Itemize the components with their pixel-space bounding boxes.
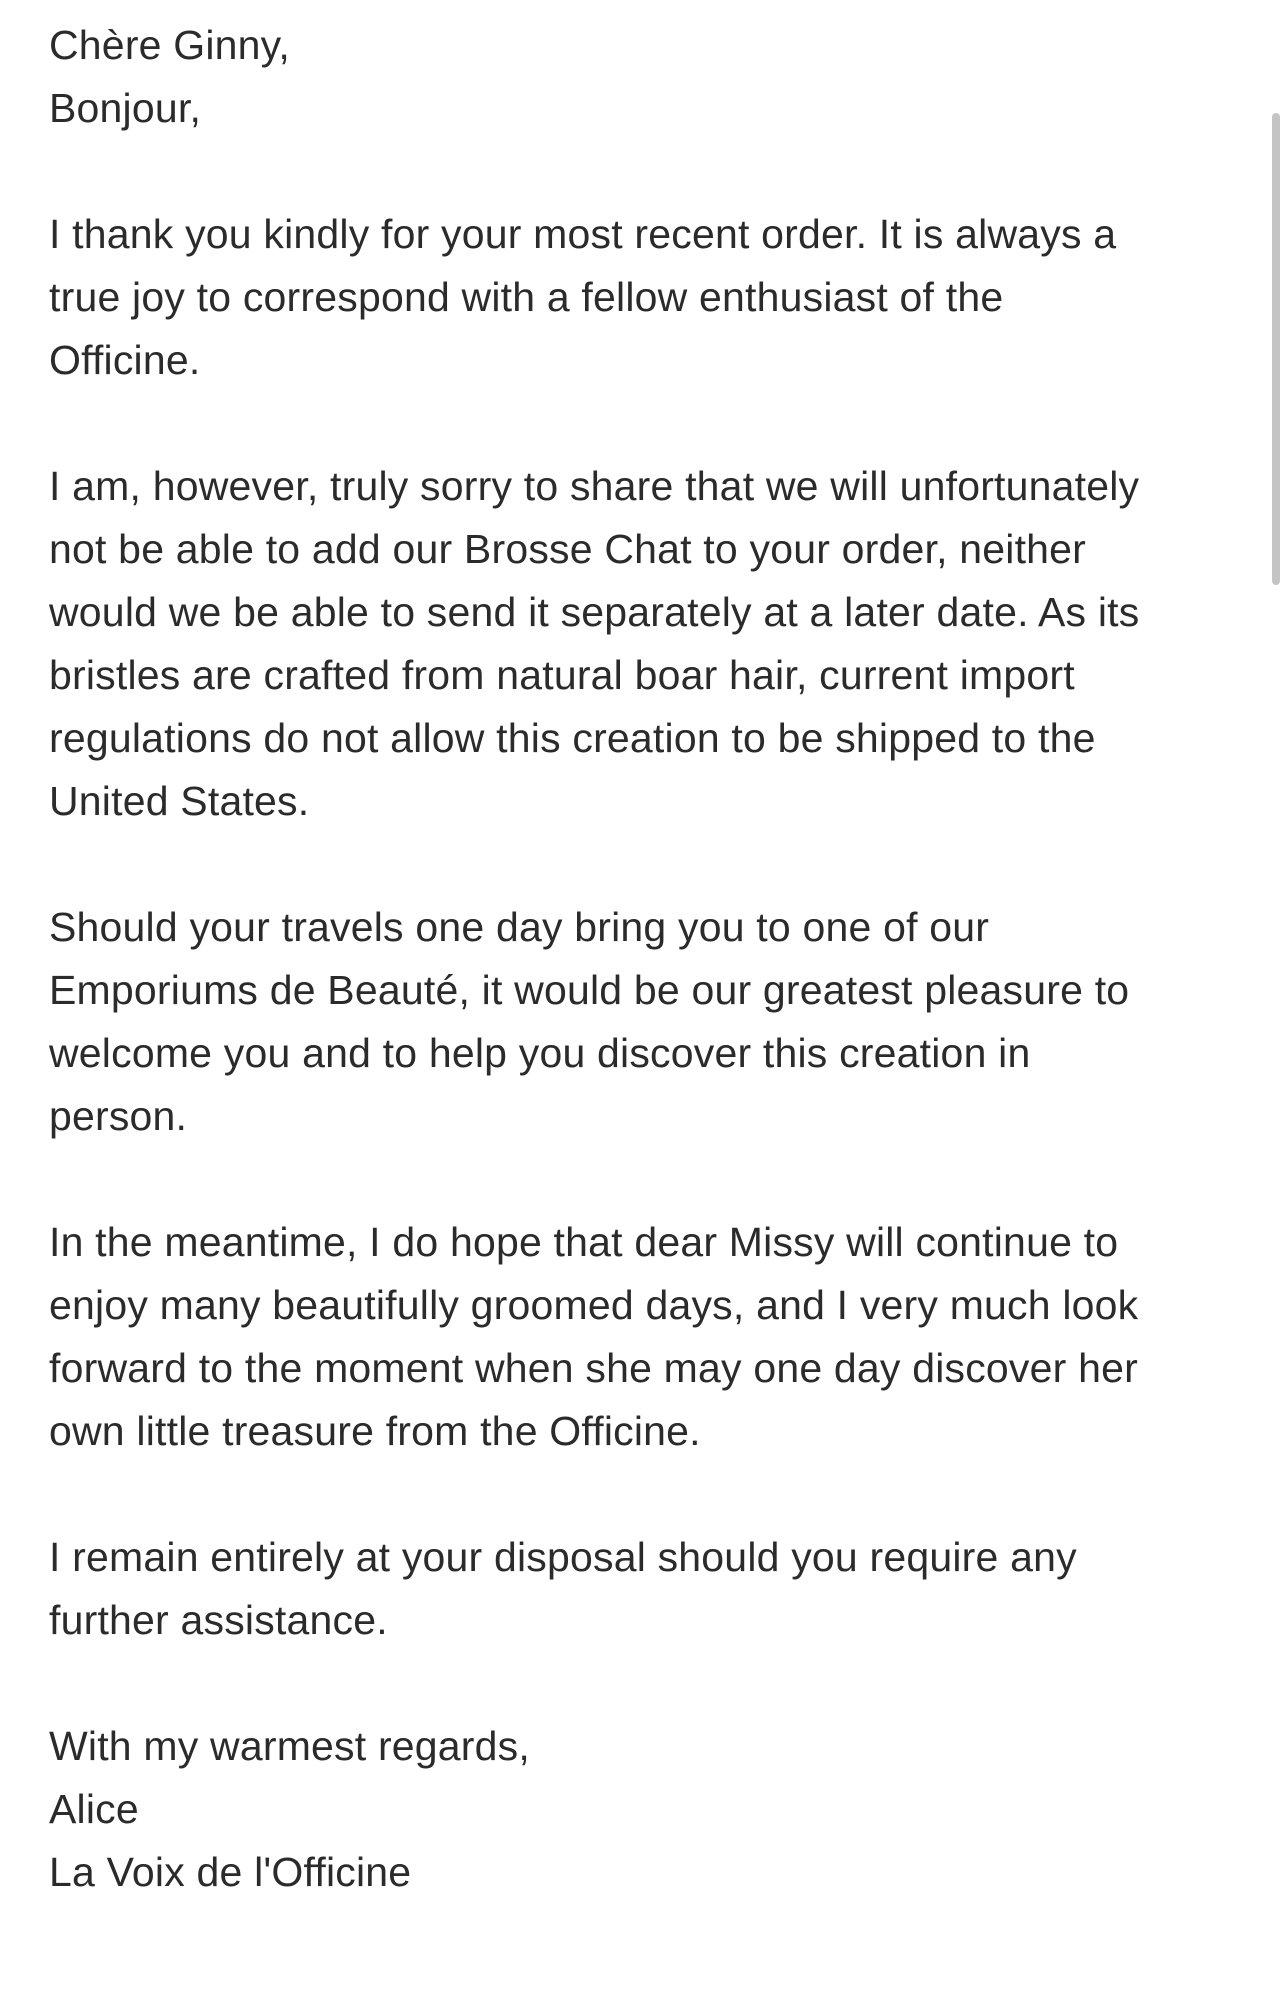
paragraph-gap	[49, 140, 1249, 203]
signature-block	[49, 1715, 1249, 1904]
text-line: I remain entirely at your disposal should you require any	[49, 1534, 1077, 1580]
text-line: forward to the moment when she may one day discover her	[49, 1345, 1138, 1391]
closing-line: With my warmest regards,	[49, 1723, 530, 1769]
signer-name: Alice	[49, 1786, 139, 1832]
text-line: regulations do not allow this creation to be shipped to the	[49, 715, 1096, 761]
text-line: further assistance.	[49, 1597, 388, 1643]
text-line: Officine.	[49, 337, 201, 383]
paragraph-thanks	[49, 203, 1249, 392]
text-line: own little treasure from the Officine.	[49, 1408, 701, 1454]
text-line: In the meantime, I do hope that dear Missy will continue to	[49, 1219, 1119, 1265]
signer-title: La Voix de l'Officine	[49, 1849, 412, 1895]
paragraph-gap	[49, 1463, 1249, 1526]
paragraph-apology	[49, 455, 1249, 833]
text-line: person.	[49, 1093, 188, 1139]
greeting-line: Bonjour,	[49, 85, 202, 131]
paragraph-meantime	[49, 1211, 1249, 1463]
paragraph-gap	[49, 1652, 1249, 1715]
paragraph-gap	[49, 1148, 1249, 1211]
paragraph-disposal	[49, 1526, 1249, 1652]
text-line: Should your travels one day bring you to one of our	[49, 904, 990, 950]
paragraph-gap	[49, 392, 1249, 455]
salutation: Chère Ginny,	[49, 22, 290, 68]
paragraph-emporiums	[49, 896, 1249, 1148]
paragraph-gap	[49, 833, 1249, 896]
text-line: United States.	[49, 778, 310, 824]
text-line: Emporiums de Beauté, it would be our greatest pleasure to	[49, 967, 1130, 1013]
text-line: enjoy many beautifully groomed days, and I very much look	[49, 1282, 1139, 1328]
text-line: true joy to correspond with a fellow enthusiast of the	[49, 274, 1004, 320]
vertical-scrollbar[interactable]	[1272, 113, 1280, 585]
email-body	[49, 14, 1249, 1904]
text-line: would we be able to send it separately at a later date. As its	[49, 589, 1140, 635]
text-line: I am, however, truly sorry to share that we will unfortunately	[49, 463, 1140, 509]
text-line: welcome you and to help you discover this creation in	[49, 1030, 1031, 1076]
text-line: I thank you kindly for your most recent order. It is always a	[49, 211, 1117, 257]
text-line: not be able to add our Brosse Chat to your order, neither	[49, 526, 1087, 572]
text-line: bristles are crafted from natural boar hair, current import	[49, 652, 1075, 698]
